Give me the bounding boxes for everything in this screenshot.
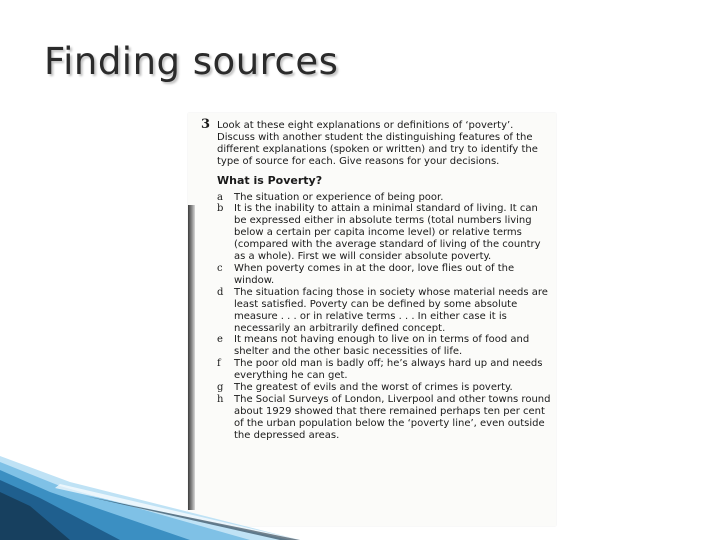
question-number: 3 bbox=[201, 117, 211, 132]
item-text: The situation facing those in society whose material needs are least satisfied. Poverty can be defined by some absolute measure . . . or in relative terms . . . In either case it is necessarily an arbitrarily defined concept. bbox=[234, 286, 548, 334]
instruction-text: Look at these eight explanations or definitions of ‘poverty’. Discuss with another student the distinguishing features of the different explanations (spoken or written) and try to identify the type of source for each. Give reasons for your decisions. bbox=[217, 120, 538, 167]
item-letter: d bbox=[217, 286, 224, 298]
definition-item bbox=[200, 394, 552, 442]
document-heading: What is Poverty? bbox=[217, 173, 323, 187]
item-text: When poverty comes in at the door, love flies out of the window. bbox=[234, 262, 515, 286]
item-letter: c bbox=[217, 262, 223, 274]
definition-item bbox=[200, 382, 552, 394]
definition-item bbox=[200, 358, 552, 382]
item-text: The situation or experience of being poor. bbox=[234, 191, 444, 203]
item-letter: a bbox=[217, 191, 223, 203]
item-text: It is the inability to attain a minimal standard of living. It can be expressed either in absolute terms (total numbers living below a certain per capita income level) or relative terms (compared with the average standard of living of the country as a whole). First we will consider absolute poverty. bbox=[234, 203, 541, 263]
page-binding-shadow bbox=[188, 205, 195, 510]
item-text: The greatest of evils and the worst of crimes is poverty. bbox=[234, 382, 513, 394]
slide-title: Finding sources bbox=[44, 40, 339, 83]
item-letter: h bbox=[217, 393, 224, 405]
item-text: It means not having enough to live on in terms of food and shelter and the other basic necessities of life. bbox=[234, 334, 530, 358]
item-letter: g bbox=[217, 382, 224, 394]
item-letter: f bbox=[217, 358, 221, 370]
definitions-list bbox=[200, 192, 552, 442]
definition-item bbox=[200, 203, 552, 263]
definition-item bbox=[200, 192, 552, 204]
exercise-instruction bbox=[200, 117, 552, 168]
definition-item bbox=[200, 287, 552, 335]
definition-item bbox=[200, 263, 552, 287]
item-letter: b bbox=[217, 203, 224, 215]
item-letter: e bbox=[217, 334, 223, 346]
item-text: The poor old man is badly off; he’s always hard up and needs everything he can get. bbox=[234, 358, 543, 382]
definition-item bbox=[200, 334, 552, 358]
item-text: The Social Surveys of London, Liverpool and other towns round about 1929 showed that there remained perhaps ten per cent of the urban population below the ‘poverty line’, even outside the depressed areas. bbox=[234, 393, 551, 441]
document-excerpt bbox=[200, 117, 552, 442]
